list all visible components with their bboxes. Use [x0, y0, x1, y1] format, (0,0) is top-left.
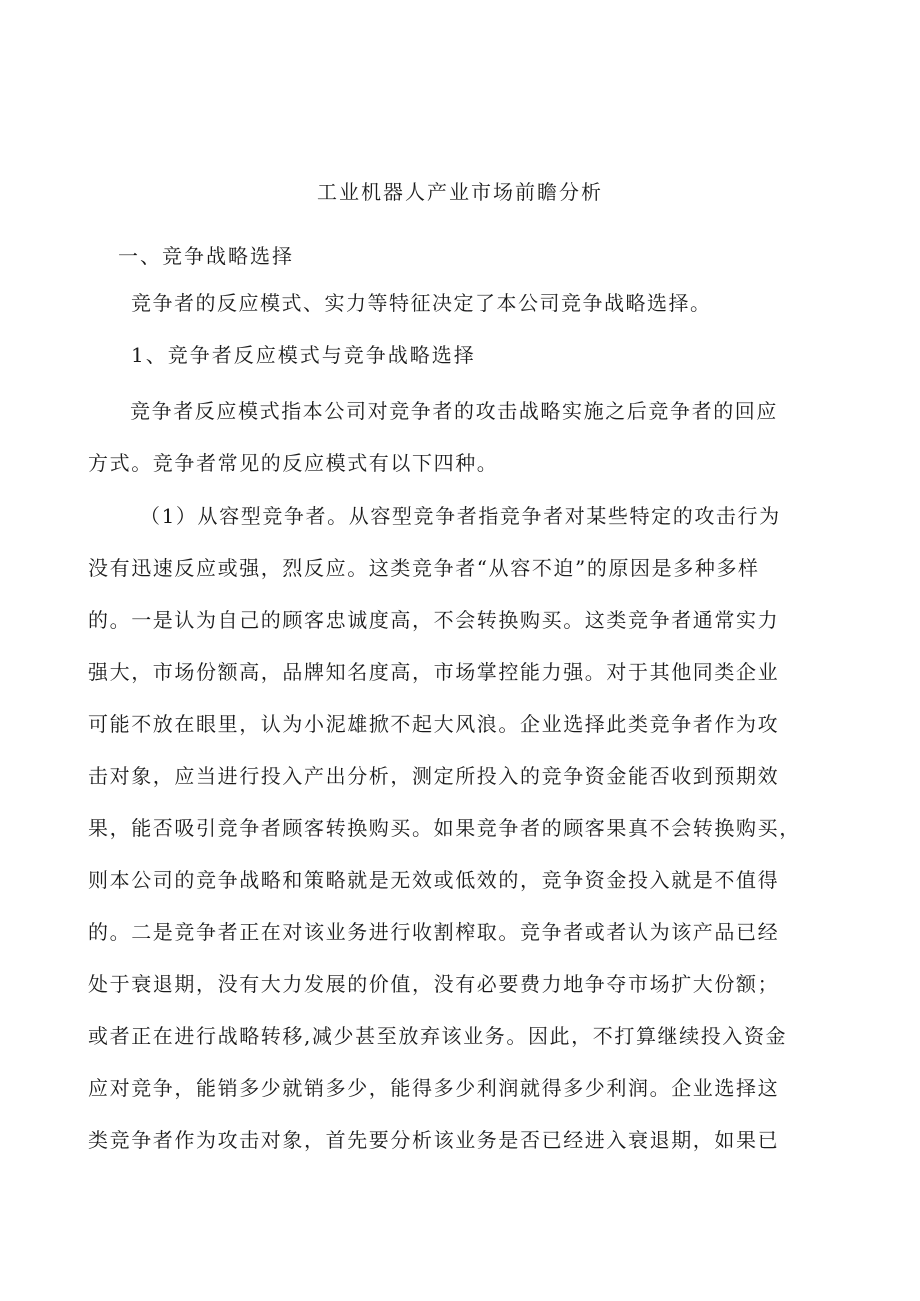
intro-paragraph: 竞争者的反应模式、实力等特征决定了本公司竞争战略选择。 [131, 291, 712, 315]
paragraph-line: 竞争者反应模式指本公司对竞争者的攻击战略实施之后竞争者的回应 [130, 399, 778, 423]
paragraph-line: 的。二是竞争者正在对该业务进行收割榨取。竞争者或者认为该产品已经 [88, 920, 780, 944]
paragraph-line: 的。一是认为自己的顾客忠诚度高，不会转换购买。这类竞争者通常实力 [88, 608, 780, 632]
sub-heading: 1、竞争者反应模式与竞争战略选择 [131, 343, 476, 367]
paragraph-composed-competitor [88, 490, 832, 1166]
paragraph-line: 或者正在进行战略转移,减少甚至放弃该业务。因此，不打算继续投入资金 [88, 1024, 788, 1048]
paragraph-line: 击对象，应当进行投入产出分析，测定所投入的竞争资金能否收到预期效 [88, 764, 780, 788]
paragraph-line: 应对竞争，能销多少就销多少，能得多少利润就得多少利润。企业选择这 [88, 1076, 780, 1100]
paragraph-line: 强大，市场份额高，品牌知名度高，市场掌控能力强。对于其他同类企业 [88, 660, 780, 684]
paragraph-reaction-modes [88, 385, 832, 489]
paragraph-line: 则本公司的竞争战略和策略就是无效或低效的，竞争资金投入就是不值得 [88, 868, 780, 892]
paragraph-line: 果，能否吸引竞争者顾客转换购买。如果竞争者的顾客果真不会转换购买， [88, 816, 801, 840]
paragraph-line: 没有迅速反应或强，烈反应。这类竞争者“从容不迫”的原因是多种多样 [88, 556, 760, 580]
paragraph-line: 处于衰退期，没有大力发展的价值，没有必要费力地争夺市场扩大份额； [88, 972, 780, 996]
paragraph-line: 方式。竞争者常见的反应模式有以下四种。 [88, 451, 499, 475]
paragraph-line: 可能不放在眼里，认为小泥雄掀不起大风浪。企业选择此类竞争者作为攻 [88, 712, 780, 736]
paragraph-line: （1）从容型竞争者。从容型竞争者指竞争者对某些特定的攻击行为 [140, 504, 781, 528]
section-heading: 一、竞争战略选择 [118, 244, 294, 268]
paragraph-line: 类竞争者作为攻击对象，首先要分析该业务是否已经进入衰退期，如果已 [88, 1128, 780, 1152]
document-title: 工业机器人产业市场前瞻分析 [317, 180, 603, 204]
